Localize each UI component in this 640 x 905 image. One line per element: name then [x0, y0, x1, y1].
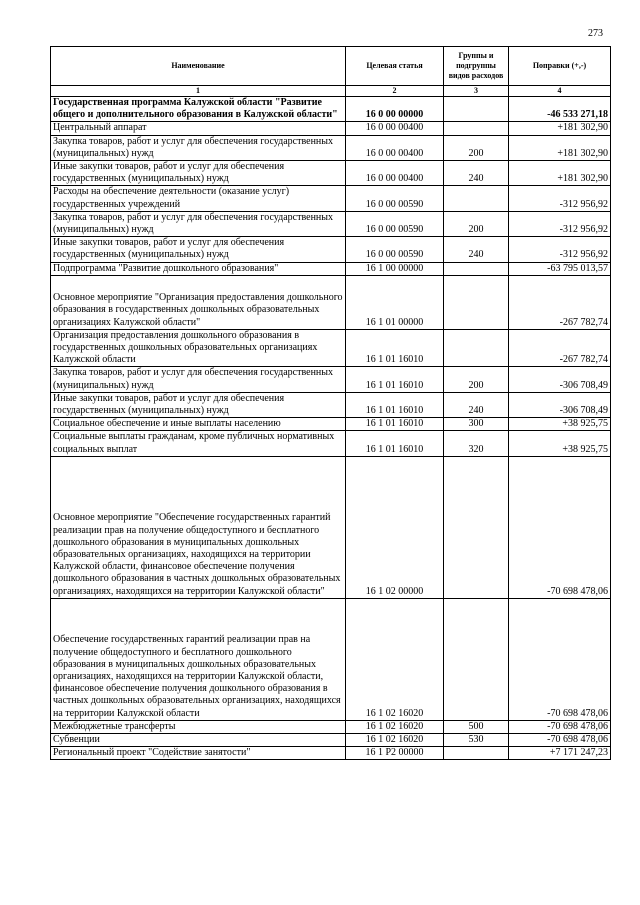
table-row — [51, 161, 611, 186]
table-row — [51, 329, 611, 367]
row-name: Основное мероприятие "Обеспечение государственных гарантий реализации прав на получение общедоступного и бесплатного дошкольного образования в муниципальных дошкольных образовательных организациях, находящихся на территории Калужской области, финансовое обеспечение получения дошкольного образования в частных дошкольных образовательных организациях, находящихся на территории Калужской области" — [51, 456, 346, 598]
row-amendment-amount: +38 925,75 — [509, 418, 611, 431]
row-name: Организация предоставления дошкольного образования в государственных дошкольных образовательных организациях Калужской области — [51, 329, 346, 367]
row-amendment-amount: +38 925,75 — [509, 431, 611, 456]
row-name: Закупка товаров, работ и услуг для обеспечения государственных (муниципальных) нужд — [51, 135, 346, 160]
table-row — [51, 418, 611, 431]
column-index: 4 — [509, 86, 611, 97]
row-target-article: 16 1 02 16020 — [346, 734, 444, 747]
row-expense-group: 200 — [444, 367, 509, 392]
row-name: Расходы на обеспечение деятельности (оказание услуг) государственных учреждений — [51, 186, 346, 211]
table-row — [51, 97, 611, 122]
table-header-row — [51, 47, 611, 86]
table-row — [51, 392, 611, 417]
row-amendment-amount: +7 171 247,23 — [509, 747, 611, 760]
row-expense-group: 200 — [444, 211, 509, 236]
row-amendment-amount: -70 698 478,06 — [509, 456, 611, 598]
row-amendment-amount: -70 698 478,06 — [509, 720, 611, 733]
row-expense-group — [444, 186, 509, 211]
header-amendments: Поправки (+,-) — [509, 47, 611, 86]
row-target-article: 16 1 01 16010 — [346, 418, 444, 431]
row-amendment-amount: -312 956,92 — [509, 211, 611, 236]
row-expense-group — [444, 456, 509, 598]
row-target-article: 16 0 00 00590 — [346, 211, 444, 236]
row-target-article: 16 1 02 16020 — [346, 598, 444, 720]
row-target-article: 16 0 00 00400 — [346, 122, 444, 135]
row-name: Закупка товаров, работ и услуг для обеспечения государственных (муниципальных) нужд — [51, 367, 346, 392]
table-row — [51, 135, 611, 160]
row-name: Региональный проект "Содействие занятости" — [51, 747, 346, 760]
table-row — [51, 275, 611, 329]
table-row — [51, 431, 611, 456]
table-row — [51, 720, 611, 733]
row-target-article: 16 1 02 00000 — [346, 456, 444, 598]
row-name: Закупка товаров, работ и услуг для обеспечения государственных (муниципальных) нужд — [51, 211, 346, 236]
row-amendment-amount: -267 782,74 — [509, 275, 611, 329]
row-amendment-amount: -63 795 013,57 — [509, 262, 611, 275]
row-expense-group — [444, 97, 509, 122]
row-amendment-amount: -306 708,49 — [509, 392, 611, 417]
row-amendment-amount: -46 533 271,18 — [509, 97, 611, 122]
row-name: Субвенции — [51, 734, 346, 747]
row-target-article: 16 0 00 00400 — [346, 161, 444, 186]
row-target-article: 16 1 01 16010 — [346, 367, 444, 392]
column-index: 3 — [444, 86, 509, 97]
row-amendment-amount: -306 708,49 — [509, 367, 611, 392]
row-target-article: 16 0 00 00000 — [346, 97, 444, 122]
row-name: Иные закупки товаров, работ и услуг для обеспечения государственных (муниципальных) нужд — [51, 161, 346, 186]
row-expense-group — [444, 122, 509, 135]
budget-amendments-table — [50, 46, 611, 760]
row-expense-group: 240 — [444, 161, 509, 186]
row-target-article: 16 1 01 00000 — [346, 275, 444, 329]
row-expense-group: 240 — [444, 392, 509, 417]
row-name: Основное мероприятие "Организация предоставления дошкольного образования в государственных дошкольных образовательных организациях Калужской области" — [51, 275, 346, 329]
row-amendment-amount: +181 302,90 — [509, 161, 611, 186]
table-row — [51, 122, 611, 135]
header-target-article: Целевая статья — [346, 47, 444, 86]
column-index-row — [51, 86, 611, 97]
row-target-article: 16 0 00 00590 — [346, 186, 444, 211]
row-expense-group: 530 — [444, 734, 509, 747]
table-body — [51, 97, 611, 760]
column-index: 2 — [346, 86, 444, 97]
row-expense-group: 240 — [444, 237, 509, 262]
row-expense-group — [444, 598, 509, 720]
row-target-article: 16 1 01 16010 — [346, 431, 444, 456]
row-amendment-amount: +181 302,90 — [509, 122, 611, 135]
row-name: Иные закупки товаров, работ и услуг для обеспечения государственных (муниципальных) нужд — [51, 392, 346, 417]
row-name: Обеспечение государственных гарантий реализации прав на получение общедоступного и бесплатного дошкольного образования в муниципальных дошкольных образовательных организациях, находящихся на территории Калужской области, финансовое обеспечение получения дошкольного образования в частных дошкольных образовательных организациях, находящихся на территории Калужской области — [51, 598, 346, 720]
row-expense-group — [444, 262, 509, 275]
row-name: Центральный аппарат — [51, 122, 346, 135]
row-target-article: 16 1 02 16020 — [346, 720, 444, 733]
row-expense-group — [444, 329, 509, 367]
row-name: Межбюджетные трансферты — [51, 720, 346, 733]
table-row — [51, 262, 611, 275]
column-index: 1 — [51, 86, 346, 97]
row-target-article: 16 0 00 00590 — [346, 237, 444, 262]
table-row — [51, 456, 611, 598]
row-name: Социальные выплаты гражданам, кроме публичных нормативных социальных выплат — [51, 431, 346, 456]
row-target-article: 16 1 00 00000 — [346, 262, 444, 275]
header-name: Наименование — [51, 47, 346, 86]
row-amendment-amount: -312 956,92 — [509, 186, 611, 211]
row-amendment-amount: -267 782,74 — [509, 329, 611, 367]
row-amendment-amount: -70 698 478,06 — [509, 734, 611, 747]
row-target-article: 16 1 P2 00000 — [346, 747, 444, 760]
row-expense-group: 500 — [444, 720, 509, 733]
row-name: Подпрограмма "Развитие дошкольного образования" — [51, 262, 346, 275]
row-expense-group — [444, 747, 509, 760]
header-expense-groups: Группы и подгруппы видов расходов — [444, 47, 509, 86]
table-row — [51, 211, 611, 236]
row-name: Государственная программа Калужской области "Развитие общего и дополнительного образования в Калужской области" — [51, 97, 346, 122]
table-row — [51, 598, 611, 720]
row-expense-group: 320 — [444, 431, 509, 456]
row-name: Иные закупки товаров, работ и услуг для обеспечения государственных (муниципальных) нужд — [51, 237, 346, 262]
table-row — [51, 237, 611, 262]
row-target-article: 16 1 01 16010 — [346, 329, 444, 367]
row-expense-group: 200 — [444, 135, 509, 160]
row-target-article: 16 1 01 16010 — [346, 392, 444, 417]
row-expense-group: 300 — [444, 418, 509, 431]
row-name: Социальное обеспечение и иные выплаты населению — [51, 418, 346, 431]
table-row — [51, 747, 611, 760]
table-row — [51, 734, 611, 747]
page-number: 273 — [588, 28, 603, 39]
row-amendment-amount: +181 302,90 — [509, 135, 611, 160]
row-amendment-amount: -70 698 478,06 — [509, 598, 611, 720]
row-expense-group — [444, 275, 509, 329]
table-row — [51, 367, 611, 392]
row-target-article: 16 0 00 00400 — [346, 135, 444, 160]
row-amendment-amount: -312 956,92 — [509, 237, 611, 262]
table-row — [51, 186, 611, 211]
